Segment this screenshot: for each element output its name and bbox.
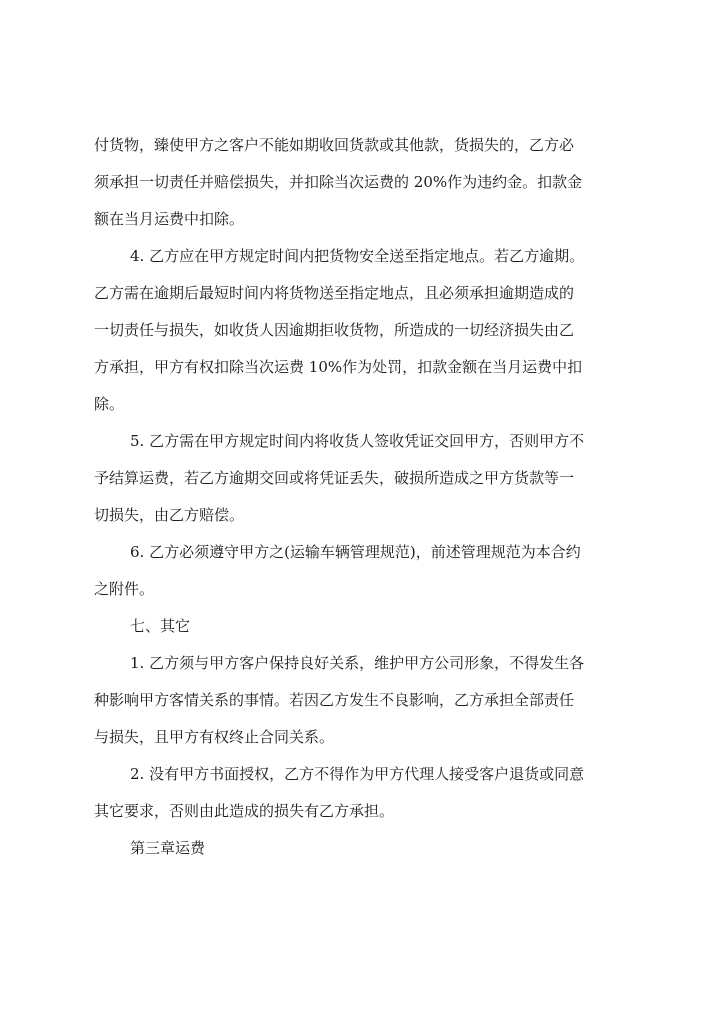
- text-line: 与损失，且甲方有权终止合同关系。: [94, 728, 335, 746]
- text-line: 乙方需在逾期后最短时间内将货物送至指定地点，且必须承担逾期造成的: [94, 284, 575, 302]
- text-line: 予结算运费，若乙方逾期交回或将凭证丢失，破损所造成之甲方货款等一: [94, 469, 575, 487]
- chapter-heading-freight: [94, 830, 634, 867]
- text-line: 付货物，臻使甲方之客户不能如期收回货款或其他款，货损失的，乙方必: [94, 136, 575, 154]
- text-line: 除。: [94, 395, 125, 413]
- paragraph-other-clause-1: [94, 645, 634, 756]
- text-line: 之附件。: [94, 580, 155, 598]
- paragraph-clause-4: [94, 238, 634, 423]
- text-line: 5. 乙方需在甲方规定时间内将收货人签收凭证交回甲方，否则甲方不: [130, 432, 585, 450]
- text-line: 切损失，由乙方赔偿。: [94, 506, 245, 524]
- text-line: 一切责任与损失，如收货人因逾期拒收货物，所造成的一切经济损失由乙: [94, 321, 575, 339]
- text-line: 额在当月运费中扣除。: [94, 210, 245, 228]
- section-heading-text: 七、其它: [130, 617, 191, 635]
- paragraph-clause-5: [94, 423, 634, 534]
- paragraph-clause-6: [94, 534, 634, 608]
- paragraph-other-clause-2: [94, 756, 634, 830]
- text-line: 其它要求，否则由此造成的损失有乙方承担。: [94, 802, 395, 820]
- section-heading-other: [94, 608, 634, 645]
- chapter-heading-text: 第三章运费: [130, 839, 206, 857]
- text-line: 4. 乙方应在甲方规定时间内把货物安全送至指定地点。若乙方逾期。: [130, 247, 585, 265]
- paragraph-penalty-continuation: [94, 127, 634, 238]
- text-line: 1. 乙方须与甲方客户保持良好关系，维护甲方公司形象，不得发生各: [130, 654, 585, 672]
- text-line: 6. 乙方必须遵守甲方之(运输车辆管理规范)，前述管理规范为本合约: [130, 543, 581, 561]
- text-line: 种影响甲方客情关系的事情。若因乙方发生不良影响，乙方承担全部责任: [94, 691, 575, 709]
- text-line: 须承担一切责任并赔偿损失，并扣除当次运费的 20%作为违约金。扣款金: [94, 173, 583, 191]
- text-line: 2. 没有甲方书面授权，乙方不得作为甲方代理人接受客户退货或同意: [130, 765, 585, 783]
- text-line: 方承担，甲方有权扣除当次运费 10%作为处罚，扣款金额在当月运费中扣: [94, 358, 583, 376]
- document-page: [94, 127, 634, 867]
